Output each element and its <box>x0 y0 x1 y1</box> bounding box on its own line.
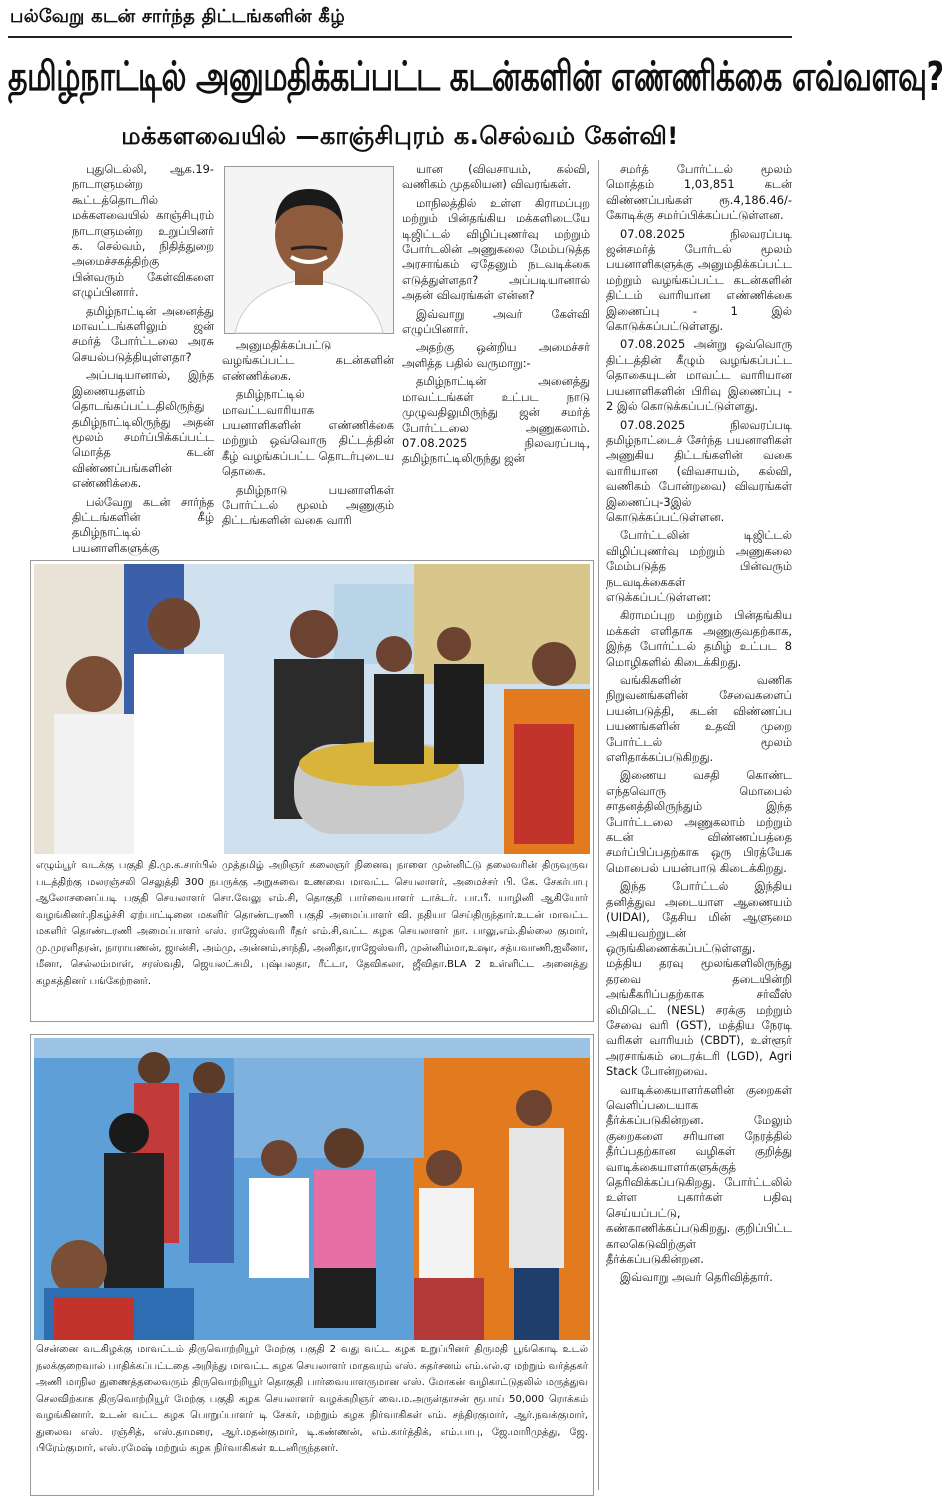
paragraph: 07.08.2025 அன்று ஒவ்வொரு திட்டத்தின் கீழும் வழங்கப்பட்ட தொகையுடன் மாவட்ட வாரியான பயனாளிகளின் பிரிவு இணைப்பு - 2 இல் கொடுக்கப்பட்டுள்ளது. <box>606 337 792 414</box>
paragraph: அதற்கு ஒன்றிய அமைச்சர் அளித்த பதில் வருமாறு:- <box>402 340 590 370</box>
paragraph: இந்த போர்ட்டல் இந்திய தனித்துவ அடையாள ஆணையம் (UIDAI), தேசிய மின் ஆளுமை அகியவற்றுடன் ஒருங்கிணைக்கப்பட்டுள்ளது. மத்திய தரவு மூலங்களிலிருந்து தரவை தடையின்றி அங்கீகரிப்பதற்காக சர்வீஸ் லிமிடெட் (NESL) சரக்கு மற்றும் சேவை வரி (GST), மத்திய நேரடி வரிகள் வாரியம் (CBDT), உள்ளூர் அரசாங்கம் டைரக்டரி (LGD), Agri Stack போன்றவை. <box>606 879 792 1079</box>
paragraph: அனுமதிக்கப்பட்டு வழங்கப்பட்ட கடன்களின் எண்ணிக்கை. <box>222 338 394 383</box>
paragraph: யான (விவசாயம், கல்வி, வணிகம் முதலியன) விவரங்கள். <box>402 162 590 192</box>
article-column-4 <box>606 162 792 1492</box>
paragraph: தமிழ்நாட்டின் அனைத்து மாவட்டங்கள் உட்பட நாடு முழுவதிலுமிருந்து ஜன் சமர்த் போர்ட்டலை அணுகலாம். 07.08.2025 நிலவரப்படி, தமிழ்நாட்டிலிருந்து ஜன் <box>402 374 590 466</box>
paragraph: போர்ட்டலின் டிஜிட்டல் விழிப்புணர்வு மற்றும் அணுகலை மேம்படுத்த பின்வரும் நடவடிக்கைகள் எடுக்கப்பட்டுள்ளன: <box>606 528 792 604</box>
paragraph: சமர்த் போர்ட்டல் மூலம் மொத்தம் 1,03,851 கடன் விண்ணப்பங்கள் ரூ.4,186.46/- கோடிக்கு சமர்ப்பிக்கப்பட்டுள்ளன. <box>606 162 792 223</box>
paragraph: வங்கிகளின் வணிக நிறுவனங்களின் சேவைகளைப் பயன்படுத்தி, கடன் விண்ணப்ப பயணங்களின் உதவி முறை போர்ட்டல் மூலம் எளிதாக்கப்படுகிறது. <box>606 673 792 765</box>
article-column-3 <box>402 162 590 542</box>
kicker-line: பல்வேறு கடன் சார்ந்த திட்டங்களின் கீழ் <box>10 6 346 27</box>
paragraph: மாநிலத்தில் உள்ள கிராமப்புற மற்றும் பின்தங்கிய மக்களிடையே டிஜிட்டல் விழிப்புணர்வு மற்றும் போர்டலின் அணுகலை மேம்படுத்த அரசாங்கம் ஏதேனும் நடவடிக்கை எடுத்துள்ளதா? அப்படியானால் அதன் விவரங்கள் என்ன? <box>402 195 590 303</box>
paragraph: தமிழ்நாட்டில் மாவட்டவாரியாக பயனாளிகளின் எண்ணிக்கை மற்றும் ஒவ்வொரு திட்டத்தின் கீழ் வழங்கப்பட்ட தொடர்புடைய தொகை. <box>222 387 394 479</box>
photo-caption-1: எழும்பூர் வடக்கு பகுதி தி.மு.க.சார்பில் முத்தமிழ் அறிஞர் கலைஞர் நினைவு நாளை முன்னிட்டு தலைவரின் திருவுருவ படத்திற்கு மலரஞ்சலி செலுத்தி 300 நபருக்கு அறுசுவை உணவை மாவட்ட செயலாளர், அமைச்சர் பி. கே. சேகர்பாபு ஆலோசனைப்படி பகுதி செயலாளர் சொ.வேலு எம்.சி, தொகுதி பார்வையாளர் டாக்டர். பா.பீ. யாழினி ஆகியோர் வழங்கினர்.நிகழ்ச்சி ஏற்பாட்டினை மகளிர் தொண்டரணி பகுதி அமைப்பாளர் வி. நதியா செய்திருந்தார்.உடன் மாவட்ட மகளிர் தொண்டரணி அமைப்பாளர் எஸ். ராஜேஸ்வரி ரீதர் எம்.சி,வட்ட கழக செயலாளர் நா. பாலு,எம்.தில்லை குமார், மு.முரளிதரன், நாராயணன், ஜான்சி, அம்மு, அன்னம்,சாந்தி, அனிதா,ராஜேஸ்வரி, முன்னிம்மா,உஷா, சத்யவாணி,ஐலீனா, மீனா, செல்லம்மாள், சரஸ்வதி, ஜெயலட்சுமி, புஷ்பலதா, ரீட்டா, தேவிகலா, ஜீவிதா.BLA 2 உள்ளிட்ட அனைத்து கழகத்தினர் பங்கேற்றனர். <box>36 860 589 987</box>
paragraph: கிராமப்புற மற்றும் பின்தங்கிய மக்கள் எளிதாக அணுகுவதற்காக, இந்த போர்ட்டல் தமிழ் உட்பட 8 மொழிகளில் கிடைக்கிறது. <box>606 608 792 669</box>
paragraph: 07.08.2025 நிலவரப்படி ஜன்சமர்த் போர்டல் மூலம் பயனாளிகளுக்கு அனுமதிக்கப்பட்ட மற்றும் வழங்கப்பட்ட கடன்களின் திட்டம் வாரியான எண்ணிக்கை இணைப்பு - 1 இல் கொடுக்கப்பட்டுள்ளது. <box>606 226 792 334</box>
paragraph: வாடிக்கையாளர்களின் குறைகள் வெளிப்படையாக தீர்க்கப்படுகின்றன. மேலும் குறைகளை சரியான நேரத்தில் தீர்ப்பதற்கான வழிகள் குறித்து வாடிக்கையாளர்களுக்குத் தெரிவிக்கப்படுகிறது. போர்ட்டலில் உள்ள புகார்கள் பதிவு செய்யப்பட்டு, கண்காணிக்கப்படுகிறது. குறிப்பிட்ட காலகெடுவிற்குள் தீர்க்கப்படுகின்றன. <box>606 1082 792 1267</box>
article-column-1 <box>72 162 214 555</box>
column-divider <box>598 160 599 1490</box>
paragraph: இணைய வசதி கொண்ட எந்தவொரு மொபைல் சாதனத்திலிருந்தும் இந்த போர்ட்டலை அணுகலாம் மற்றும் கடன் விண்ணப்பத்தை சமர்ப்பிப்பதற்காக ஒரு பிரத்யேக மொபைல் பயன்பாடு கிடைக்கிறது. <box>606 768 792 875</box>
paragraph: புதுடெல்லி, ஆக.19- நாடாளுமன்ற கூட்டத்தொடரில் மக்களவையில் காஞ்சிபுரம் நாடாளுமன்ற உறுப்பினர் க. செல்வம், நிதித்துறை அமைச்சகத்திற்கு பின்வரும் கேள்விகளை எழுப்பினார். <box>72 162 214 300</box>
paragraph: அப்படியானால், இந்த இணையதளம் தொடங்கப்பட்டதிலிருந்து தமிழ்நாட்டிலிருந்து அதன் மூலம் சமர்ப்பிக்கப்பட்ட மொத்த கடன் விண்ணப்பங்களின் எண்ணிக்கை. <box>72 368 214 491</box>
subheadline: மக்களவையில் —காஞ்சிபுரம் க.செல்வம் கேள்வி! <box>121 122 679 150</box>
headline: தமிழ்நாட்டில் அனுமதிக்கப்பட்ட கடன்களின் எண்ணிக்கை எவ்வளவு? <box>8 53 944 101</box>
photo-caption-2: சென்னை வடகிழக்கு மாவட்டம் திருவொற்றியூர் மேற்கு பகுதி 2 வது வட்ட கழக உறுப்பினர் திருமதி பூங்கொடி உடல் நலக்குறைவால் பாதிக்கப்பட்டதை அறிந்து மாவட்ட கழக செயலாளர் மாதவரம் எஸ். சுதர்சனம் எம்.எல்.ஏ மற்றும் வர்த்தகர் அணி மாநில துணைத்தலைவரும் திருவொற்றியூர் தொகுதி பார்வையாளருமான எஸ். மோகன் வழிகாட்டுதலில் மருத்துவ செலவிற்காக திருவொற்றியூர் மேற்கு பகுதி கழக செயலாளர் வழக்கறிஞர் வை.ம.அருள்தாசன் ரூபாய் 50,000 ரொக்கம் வழங்கினார். உடன் வட்ட கழக பொறுப்பாளர் டி சேகர், மற்றும் கழக நிர்வாகிகள் எம். சந்திரகுமார், ஆர்.நவக்குமார், துலைவ எஸ். ரஞ்சித், எஸ்.தாமரை, ஆர்.மதன்குமார், டி.கண்ணன், எம்.கார்த்திக், எம்.பாபு, ஜே.மாரிமுத்து, ஜே. பிரேம்குமார், எஸ்.ரமேஷ் மற்றும் கழக நிர்வாகிகள் உடனிருந்தனர். <box>36 1344 588 1454</box>
paragraph: தமிழ்நாட்டின் அனைத்து மாவட்டங்களிலும் ஜன் சமர்த் போர்ட்டலை அரசு செயல்படுத்தியுள்ளதா? <box>72 303 214 364</box>
article-column-2 <box>222 338 394 542</box>
paragraph: இவ்வாறு அவர் கேள்வி எழுப்பினார். <box>402 306 590 337</box>
portrait-photo <box>224 166 394 334</box>
hospital-visit-photo <box>34 1038 590 1340</box>
paragraph: தமிழ்நாடு பயனாளிகள் போர்ட்டல் மூலம் அணுகும் திட்டங்களின் வகை வாரி <box>222 482 394 528</box>
food-distribution-photo <box>34 564 590 854</box>
paragraph: 07.08.2025 நிலவரப்படி தமிழ்நாட்டைச் சேர்ந்த பயனாளிகள் அணுகிய திட்டங்களின் வகை வாரியான (விவசாயம், கல்வி, வணிகம் போன்றவை) விவரங்கள் இணைப்பு-3இல் கொடுக்கப்பட்டுள்ளன. <box>606 417 792 524</box>
paragraph: இவ்வாறு அவர் தெரிவித்தார். <box>620 1270 773 1285</box>
paragraph: பல்வேறு கடன் சார்ந்த திட்டங்களின் கீழ் தமிழ்நாட்டில் பயனாளிகளுக்கு <box>72 494 214 555</box>
